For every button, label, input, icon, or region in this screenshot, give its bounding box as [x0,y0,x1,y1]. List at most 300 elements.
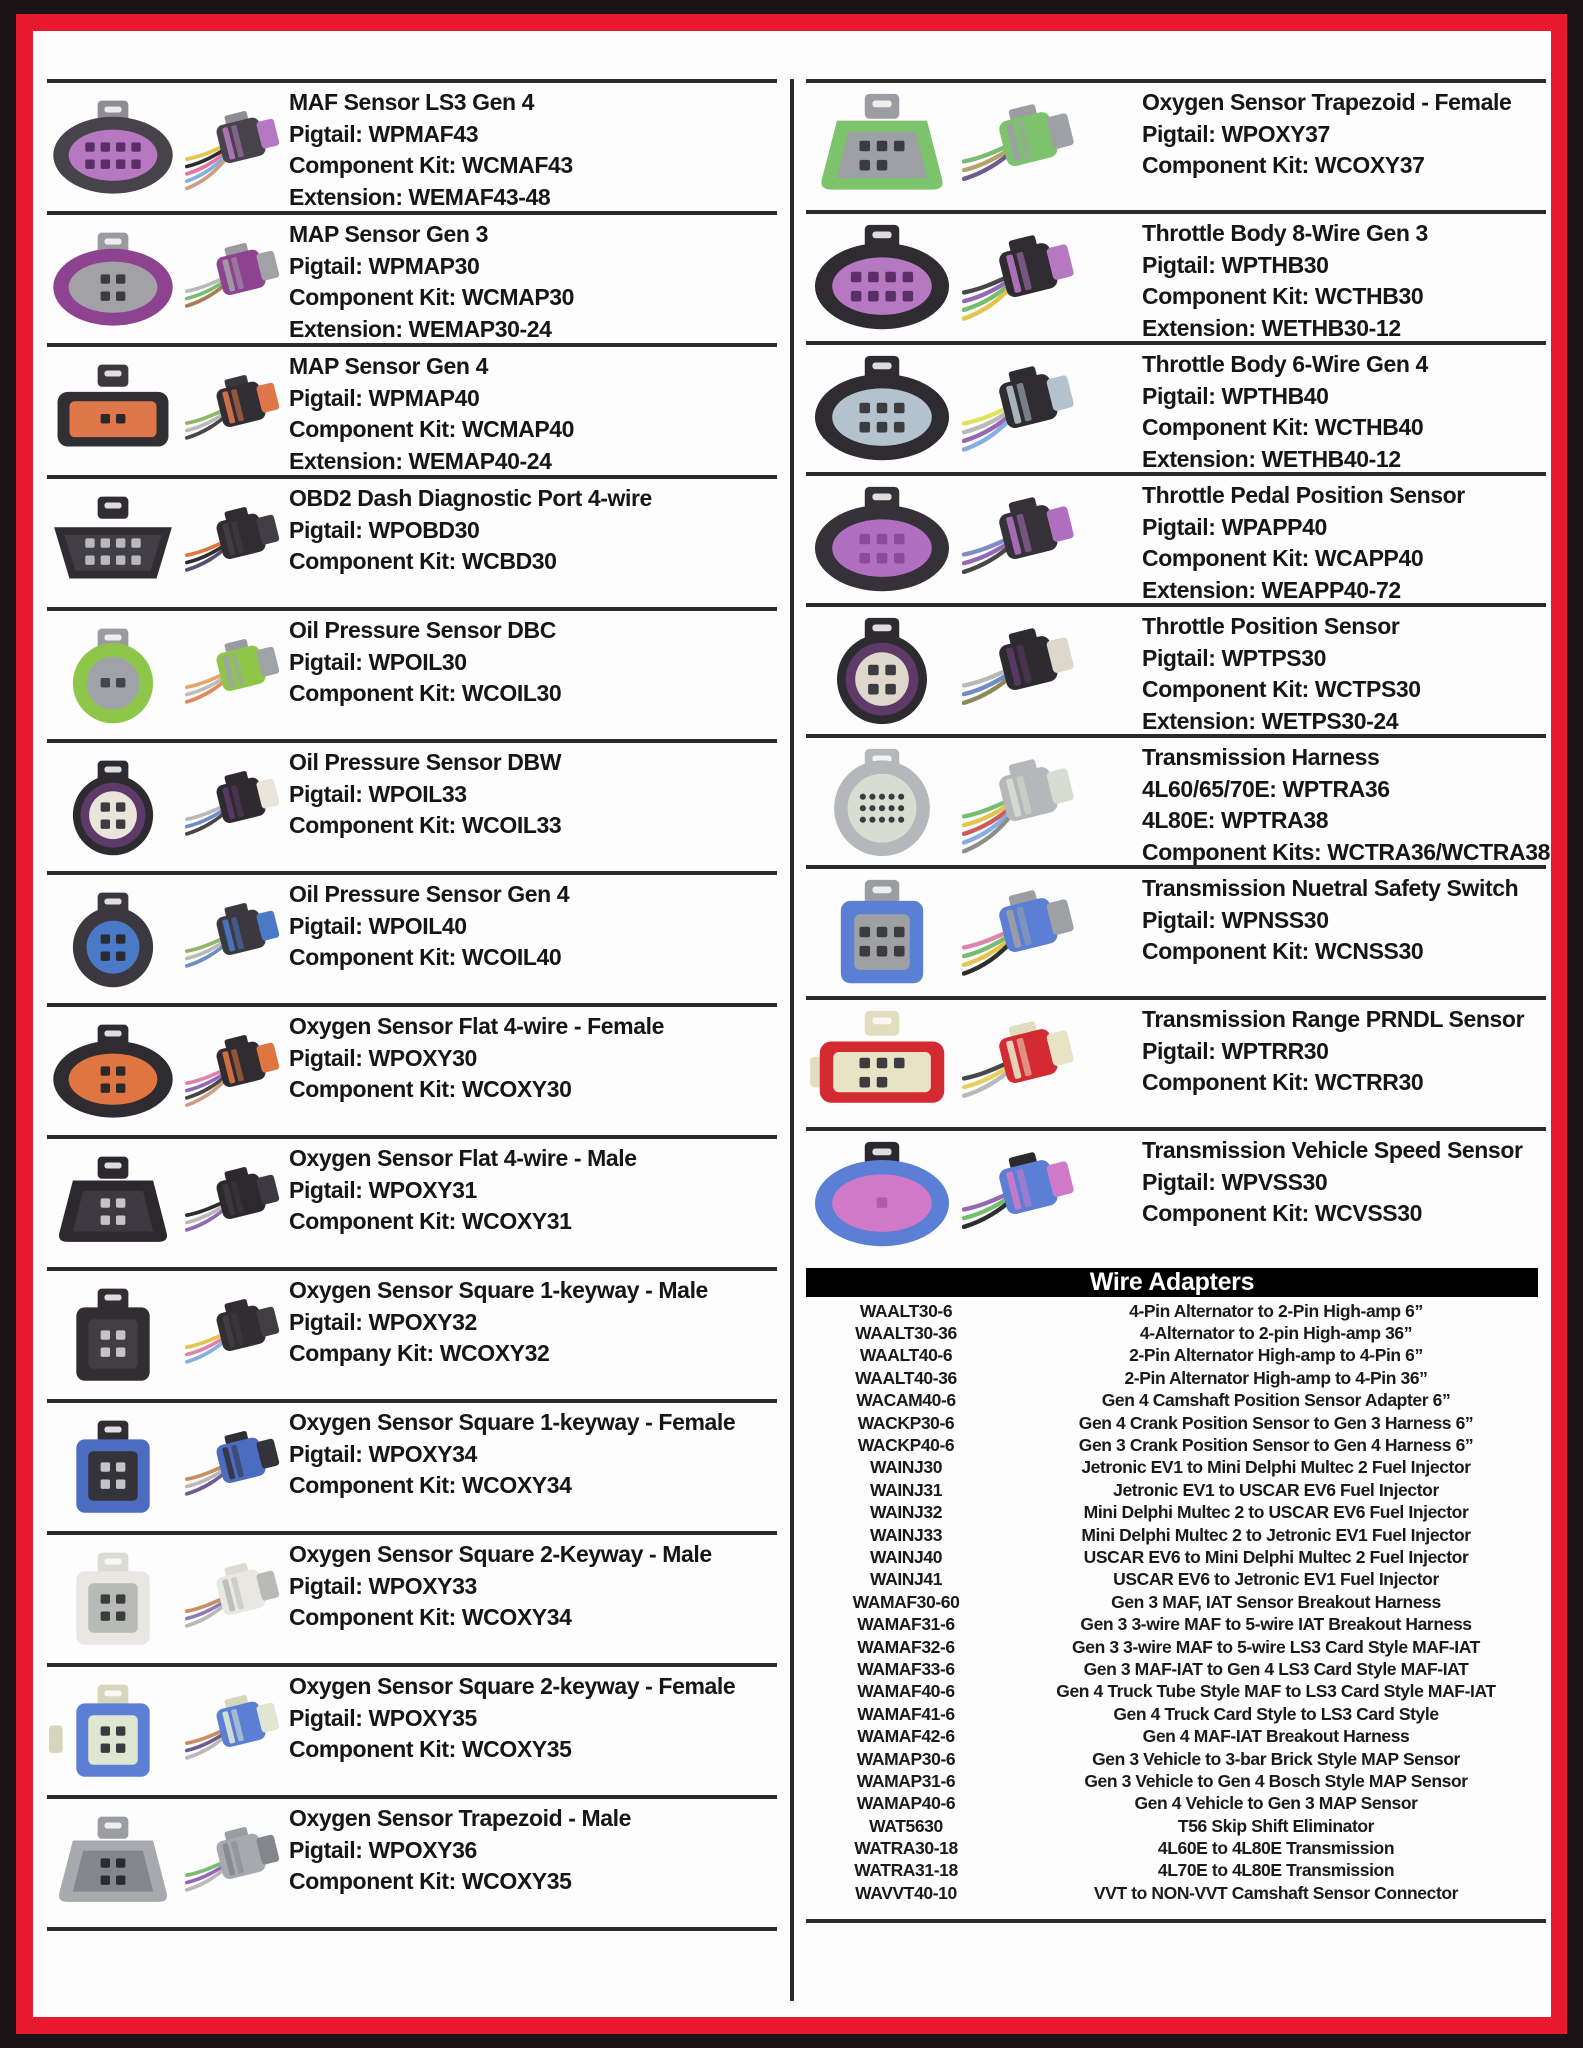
product-part-line: Pigtail: WPMAP30 [289,252,480,279]
connector-pigtail-icon [185,1155,283,1251]
product-part-line: Pigtail: WPAPP40 [1142,513,1327,540]
wire-adapter-description: Gen 3 MAF-IAT to Gen 4 LS3 Card Style MAF-IAT [1083,1658,1469,1679]
connector-face-icon [810,1138,954,1251]
product-title: OBD2 Dash Diagnostic Port 4-wire [289,485,652,511]
product-images [47,1021,289,1122]
connector-pigtail-icon [962,876,1078,990]
connector-face-icon [810,221,954,334]
wire-adapter-description: Mini Delphi Multec 2 to USCAR EV6 Fuel Injector [1083,1502,1469,1523]
connector-face-icon [810,352,954,465]
product-part-line: Component Kit: WCTHB30 [1142,283,1424,309]
wire-adapter-part-number: WAMAF31-6 [857,1614,955,1635]
wire-adapter-row [806,1457,1546,1479]
product-text [1142,738,1550,868]
wire-adapter-part-number: WAMAP40-6 [856,1793,956,1814]
product-row [47,1663,777,1795]
product-row [806,210,1546,341]
wire-adapter-description: 4L70E to 4L80E Transmission [1157,1860,1395,1881]
wire-adapter-part-number: WAINJ33 [869,1524,943,1545]
product-row [47,343,777,475]
product-row [806,472,1546,603]
wire-adapter-description: 4L60E to 4L80E Transmission [1157,1838,1395,1859]
connector-pigtail-icon [185,363,283,459]
product-title: Oxygen Sensor Trapezoid - Male [289,1805,632,1831]
product-part-line: Extension: WEMAP30-24 [289,315,552,342]
connector-pigtail-icon [185,759,283,855]
wire-adapter-part-number: WAT5630 [869,1815,943,1836]
wire-adapter-description: Gen 4 Truck Tube Style MAF to LS3 Card Style MAF-IAT [1056,1681,1496,1702]
connector-face-icon [810,1007,954,1120]
wire-adapter-description: Gen 3 MAF, IAT Sensor Breakout Harness [1111,1591,1441,1612]
product-part-line: Extension: WEMAF43-48 [289,183,551,210]
product-part-lines [289,1043,777,1106]
product-row [47,607,777,739]
wire-adapter-part-number: WAMAP31-6 [856,1770,956,1791]
wire-adapter-part-number: WAINJ32 [869,1502,943,1523]
wire-adapter-row [806,1546,1546,1568]
product-title: Throttle Pedal Position Sensor [1142,482,1465,508]
product-part-line: Component Kit: WCOXY31 [289,1208,572,1234]
product-text [289,1667,777,1766]
connector-pigtail-icon [185,1551,283,1647]
product-title: MAF Sensor LS3 Gen 4 [289,89,535,115]
connector-face-icon [49,889,177,990]
product-text [1142,476,1546,606]
product-part-lines [1142,1036,1546,1099]
product-part-line: Component Kit: WCOIL33 [289,812,562,838]
product-title: Oxygen Sensor Flat 4-wire - Female [289,1013,664,1039]
product-part-line: Component Kit: WCOXY35 [289,1868,572,1894]
wire-adapter-part-number: WATRA31-18 [854,1860,958,1881]
connector-pigtail-icon [962,614,1078,728]
right-column [806,79,1550,1923]
product-part-lines [1142,250,1546,345]
wire-adapter-row [806,1725,1546,1747]
connector-face-icon [49,625,177,726]
product-part-line: Component Kit: WCTHB40 [1142,414,1424,440]
wire-adapters-bottom-rule [806,1919,1546,1923]
wire-adapter-part-number: WAMAF33-6 [857,1658,955,1679]
product-part-line: Pigtail: WPTRR30 [1142,1037,1329,1064]
product-row [806,79,1546,210]
product-title: Oil Pressure Sensor DBC [289,617,556,643]
product-images [47,361,289,462]
product-row [806,996,1546,1127]
wire-adapter-description: T56 Skip Shift Eliminator [1177,1815,1375,1836]
product-row [806,1127,1546,1258]
product-part-line: Component Kit: WCOXY35 [289,1736,572,1762]
product-part-line: Pigtail: WPOXY35 [289,1704,477,1731]
product-title: Throttle Body 8-Wire Gen 3 [1142,220,1428,246]
wire-adapter-row [806,1412,1546,1434]
wire-adapter-part-number: WAMAF40-6 [857,1681,955,1702]
connector-face-icon [49,1549,177,1650]
wire-adapters-table [806,1300,1546,1905]
product-row [806,865,1546,996]
product-part-line: Component Kit: WCMAP40 [289,416,575,442]
connector-face-icon [810,614,954,727]
product-part-line: Component Kit: WCBD30 [289,548,557,574]
product-images [47,889,289,990]
product-title: Transmission Harness [1142,744,1380,770]
product-part-line: Component Kit: WCOXY30 [289,1076,572,1102]
product-text [1142,1000,1546,1099]
wire-adapter-part-number: WAMAF30-60 [852,1591,960,1612]
left-column [47,79,777,1931]
product-part-line: Pigtail: WPOXY32 [289,1308,477,1335]
wire-adapter-row [806,1434,1546,1456]
product-part-line: Pigtail: WPTPS30 [1142,644,1327,671]
connector-face-icon [49,229,177,330]
product-part-lines [1142,774,1550,869]
connector-face-icon [49,1417,177,1518]
product-text [289,215,777,345]
product-text [1142,83,1546,182]
wire-adapter-row [806,1524,1546,1546]
catalog-content [33,31,1551,2017]
wire-adapter-row [806,1815,1546,1837]
wire-adapter-description: Jetronic EV1 to USCAR EV6 Fuel Injector [1113,1479,1439,1500]
product-part-lines [1142,905,1546,968]
product-images [806,221,1142,335]
product-part-line: Company Kit: WCOXY32 [289,1340,550,1366]
product-row [47,211,777,343]
product-images [47,757,289,858]
product-part-line: Component Kit: WCTRR30 [1142,1069,1424,1095]
product-row [47,79,777,211]
connector-pigtail-icon [962,90,1078,204]
product-row [47,1003,777,1135]
connector-face-icon [810,90,954,203]
connector-face-icon [49,1153,177,1254]
product-part-line: Extension: WEAPP40-72 [1142,576,1401,603]
wire-adapter-description: USCAR EV6 to Mini Delphi Multec 2 Fuel Injector [1083,1546,1469,1567]
product-text [289,83,777,213]
wire-adapter-part-number: WAALT30-36 [855,1323,957,1344]
product-part-lines [1142,643,1546,738]
product-part-line: Pigtail: WPOXY37 [1142,120,1330,147]
product-images [806,745,1142,859]
product-part-line: Extension: WETPS30-24 [1142,707,1399,734]
product-images [47,1153,289,1254]
product-title: Throttle Body 6-Wire Gen 4 [1142,351,1428,377]
wire-adapter-description: USCAR EV6 to Jetronic EV1 Fuel Injector [1113,1569,1439,1590]
wire-adapter-row [806,1748,1546,1770]
product-text [1142,869,1546,968]
connector-face-icon [49,361,177,462]
product-part-line: Pigtail: WPTHB40 [1142,382,1329,409]
connector-pigtail-icon [962,483,1078,597]
product-text [289,1799,777,1898]
wire-adapter-description: Gen 4 MAF-IAT Breakout Harness [1142,1726,1410,1747]
wire-adapters-title: Wire Adapters [1089,1268,1255,1296]
wire-adapter-row [806,1658,1546,1680]
product-part-line: Component Kit: WCMAP30 [289,284,575,310]
product-part-line: Pigtail: WPOIL40 [289,912,467,939]
product-row [47,1795,777,1927]
wire-adapter-part-number: WACKP40-6 [857,1435,955,1456]
product-part-line: Extension: WETHB30-12 [1142,314,1401,341]
product-part-lines [1142,512,1546,607]
product-part-lines [289,119,777,214]
connector-pigtail-icon [185,627,283,723]
wire-adapter-part-number: WAINJ41 [869,1569,943,1590]
product-images [806,90,1142,204]
wire-adapter-row [806,1681,1546,1703]
wire-adapter-description: Jetronic EV1 to Mini Delphi Multec 2 Fuel Injector [1081,1457,1471,1478]
product-row [47,1267,777,1399]
connector-face-icon [49,1021,177,1122]
product-part-lines [1142,1167,1546,1230]
wire-adapter-part-number: WAMAF42-6 [857,1726,955,1747]
product-part-line: Component Kit: WCOIL30 [289,680,562,706]
product-row [47,871,777,1003]
product-part-lines [289,1307,777,1370]
product-part-lines [289,515,777,578]
product-images [47,1549,289,1650]
wire-adapter-description: Gen 4 Camshaft Position Sensor Adapter 6” [1101,1390,1451,1411]
product-title: Transmission Vehicle Speed Sensor [1142,1137,1523,1163]
wire-adapter-part-number: WAMAF41-6 [857,1703,955,1724]
wire-adapter-row [806,1636,1546,1658]
product-part-lines [1142,381,1546,476]
product-part-line: Pigtail: WPOIL33 [289,780,467,807]
product-part-lines [289,1703,777,1766]
left-column-bottom-rule [47,1927,777,1931]
product-row [47,739,777,871]
product-part-line: Pigtail: WPMAP40 [289,384,480,411]
product-text [289,1535,777,1634]
wire-adapter-part-number: WAALT30-6 [859,1300,953,1321]
wire-adapter-description: Gen 4 Vehicle to Gen 3 MAP Sensor [1134,1793,1418,1814]
connector-pigtail-icon [185,1287,283,1383]
product-text [289,1007,777,1106]
product-part-lines [289,779,777,842]
wire-adapter-row [806,1479,1546,1501]
product-title: Transmission Range PRNDL Sensor [1142,1006,1525,1032]
wire-adapter-part-number: WACKP30-6 [857,1412,955,1433]
wire-adapter-part-number: WAALT40-36 [855,1367,957,1388]
product-part-lines [289,911,777,974]
product-part-line: Pigtail: WPOXY31 [289,1176,477,1203]
product-row [806,603,1546,734]
product-text [289,743,777,842]
product-part-line: Pigtail: WPOXY36 [289,1836,477,1863]
wire-adapter-description: Gen 3 3-wire MAF to 5-wire IAT Breakout Harness [1080,1614,1472,1635]
wire-adapter-description: Gen 3 Crank Position Sensor to Gen 4 Harness 6” [1078,1435,1474,1456]
product-row [47,1531,777,1663]
product-part-lines [289,1835,777,1898]
wire-adapter-description: Gen 4 Crank Position Sensor to Gen 3 Harness 6” [1078,1412,1474,1433]
product-text [289,1271,777,1370]
wire-adapter-description: Gen 4 Truck Card Style to LS3 Card Style [1113,1703,1439,1724]
connector-pigtail-icon [185,231,283,327]
product-row [47,1135,777,1267]
wire-adapter-row [806,1322,1546,1344]
wire-adapter-part-number: WATRA30-18 [854,1838,958,1859]
product-part-line: Extension: WETHB40-12 [1142,445,1401,472]
product-part-lines [289,251,777,346]
product-part-line: Component Kit: WCOXY34 [289,1472,572,1498]
connector-pigtail-icon [962,352,1078,466]
product-text [289,1139,777,1238]
product-text [1142,607,1546,737]
product-images [47,493,289,594]
product-part-line: Component Kit: WCTPS30 [1142,676,1421,702]
product-text [1142,345,1546,475]
product-part-lines [289,1175,777,1238]
wire-adapter-row [806,1703,1546,1725]
connector-face-icon [810,483,954,596]
product-title: Oil Pressure Sensor DBW [289,749,561,775]
wire-adapter-row [806,1390,1546,1412]
wire-adapter-row [806,1860,1546,1882]
product-title: MAP Sensor Gen 4 [289,353,488,379]
product-images [47,1285,289,1386]
product-images [47,229,289,330]
product-part-line: Pigtail: WPOIL30 [289,648,467,675]
wire-adapter-description: Gen 3 Vehicle to Gen 4 Bosch Style MAP Sensor [1084,1770,1468,1791]
product-row [47,475,777,607]
product-images [806,352,1142,466]
wire-adapter-description: 4-Alternator to 2-pin High-amp 36” [1139,1323,1413,1344]
connector-face-icon [810,745,954,858]
product-text [289,875,777,974]
product-part-lines [289,1571,777,1634]
wire-adapter-description: 2-Pin Alternator High-amp to 4-Pin 36” [1124,1367,1428,1388]
product-part-line: Component Kit: WCMAF43 [289,152,573,178]
connector-face-icon [49,757,177,858]
wire-adapter-row [806,1837,1546,1859]
product-part-lines [1142,119,1546,182]
wire-adapter-row [806,1882,1546,1904]
product-part-line: Component Kit: WCNSS30 [1142,938,1424,964]
wire-adapter-description: Gen 3 3-wire MAF to 5-wire LS3 Card Style MAF-IAT [1072,1636,1480,1657]
product-part-line: Pigtail: WPVSS30 [1142,1168,1328,1195]
product-part-line: Component Kit: WCOXY37 [1142,152,1425,178]
connector-pigtail-icon [962,1138,1078,1252]
product-text [289,479,777,578]
product-text [289,611,777,710]
wire-adapter-row [806,1367,1546,1389]
product-part-line: Component Kit: WCVSS30 [1142,1200,1422,1226]
product-images [806,483,1142,597]
product-part-line: Pigtail: WPTHB30 [1142,251,1329,278]
product-part-line: Pigtail: WPOBD30 [289,516,480,543]
wire-adapter-row [806,1502,1546,1524]
product-part-lines [289,1439,777,1502]
wire-adapter-description: 4-Pin Alternator to 2-Pin High-amp 6” [1129,1300,1423,1321]
product-images [806,614,1142,728]
product-title: MAP Sensor Gen 3 [289,221,488,247]
wire-adapter-part-number: WAVVT40-10 [855,1882,957,1903]
wire-adapter-row [806,1770,1546,1792]
wire-adapter-row [806,1300,1546,1322]
connector-face-icon [49,1285,177,1386]
connector-face-icon [49,97,177,198]
product-text [1142,1131,1546,1230]
wire-adapter-description: VVT to NON-VVT Camshaft Sensor Connector [1093,1882,1459,1903]
wire-adapter-row [806,1613,1546,1635]
wire-adapter-description: 2-Pin Alternator High-amp to 4-Pin 6” [1129,1345,1423,1366]
product-title: Oxygen Sensor Square 2-keyway - Female [289,1673,736,1699]
product-text [1142,214,1546,344]
wire-adapter-row [806,1569,1546,1591]
product-text [289,1403,777,1502]
product-part-line: Extension: WEMAP40-24 [289,447,552,474]
product-images [47,625,289,726]
product-part-line: Pigtail: WPOXY34 [289,1440,477,1467]
product-row [806,734,1550,865]
connector-face-icon [49,1813,177,1914]
wire-adapter-row [806,1345,1546,1367]
product-part-line: 4L80E: WPTRA38 [1142,807,1329,833]
wire-adapter-part-number: WACAM40-6 [856,1390,956,1411]
product-title: Oxygen Sensor Flat 4-wire - Male [289,1145,637,1171]
product-part-line: Pigtail: WPNSS30 [1142,906,1329,933]
product-images [47,1681,289,1782]
product-images [47,1813,289,1914]
wire-adapter-description: Gen 3 Vehicle to 3-bar Brick Style MAP Sensor [1092,1748,1460,1769]
product-title: Transmission Nuetral Safety Switch [1142,875,1519,901]
product-title: Oxygen Sensor Square 1-keyway - Female [289,1409,736,1435]
product-title: Oxygen Sensor Square 1-keyway - Male [289,1277,708,1303]
center-column-divider [790,79,794,2001]
connector-pigtail-icon [962,745,1078,859]
wire-adapter-part-number: WAINJ40 [869,1546,943,1567]
product-title: Oxygen Sensor Trapezoid - Female [1142,89,1512,115]
connector-face-icon [49,493,177,594]
right-product-list [806,79,1550,1258]
connector-pigtail-icon [962,221,1078,335]
connector-pigtail-icon [185,891,283,987]
product-part-line: Component Kit: WCOIL40 [289,944,562,970]
wire-adapter-part-number: WAINJ30 [869,1457,943,1478]
product-title: Oxygen Sensor Square 2-Keyway - Male [289,1541,712,1567]
product-images [806,1138,1142,1252]
wire-adapter-row [806,1591,1546,1613]
product-part-line: Component Kits: WCTRA36/WCTRA38 [1142,838,1550,865]
product-part-line: Pigtail: WPMAF43 [289,120,479,147]
wire-adapter-row [806,1793,1546,1815]
connector-pigtail-icon [185,1815,283,1911]
wire-adapter-part-number: WAMAF32-6 [857,1636,955,1657]
connector-face-icon [810,876,954,989]
product-part-lines [289,647,777,710]
connector-face-icon [49,1681,177,1782]
wire-adapter-description: Mini Delphi Multec 2 to Jetronic EV1 Fuel Injector [1081,1524,1471,1545]
product-part-lines [289,383,777,478]
product-images [47,97,289,198]
product-images [47,1417,289,1518]
wire-adapter-part-number: WAINJ31 [869,1479,943,1500]
product-images [806,1007,1142,1121]
wire-adapters-header [806,1268,1538,1297]
product-row [47,1399,777,1531]
product-part-line: Pigtail: WPOXY30 [289,1044,477,1071]
product-title: Oil Pressure Sensor Gen 4 [289,881,570,907]
connector-pigtail-icon [185,495,283,591]
product-text [289,347,777,477]
product-images [806,876,1142,990]
product-part-line: Pigtail: WPOXY33 [289,1572,477,1599]
product-row [806,341,1546,472]
product-part-line: 4L60/65/70E: WPTRA36 [1142,775,1390,802]
connector-pigtail-icon [185,99,283,195]
product-part-line: Component Kit: WCAPP40 [1142,545,1424,571]
connector-pigtail-icon [185,1023,283,1119]
connector-pigtail-icon [962,1007,1078,1121]
